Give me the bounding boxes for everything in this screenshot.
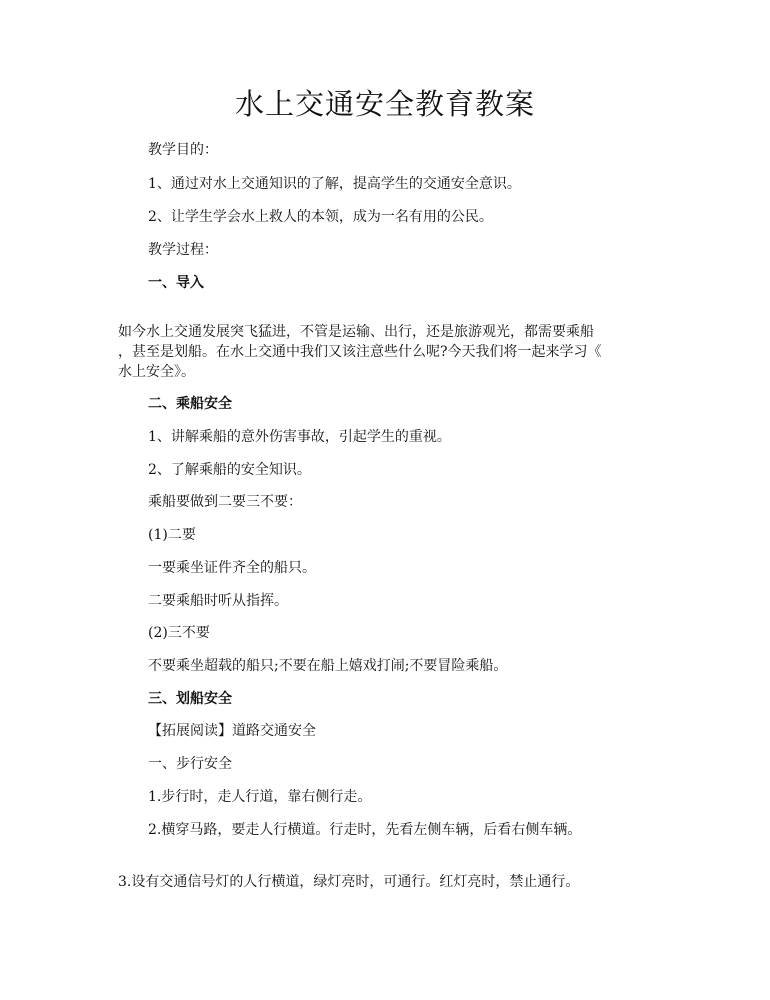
paragraph-line: ，甚至是划船。在水上交通中我们又该注意些什么呢?今天我们将一起来学习《 [118,344,602,360]
three-donts-heading: (2)三不要 [148,625,210,641]
extended-reading-heading: 【拓展阅读】道路交通安全 [148,723,316,739]
document-title: 水上交通安全教育教案 [234,87,535,121]
boat-item-2: 2、了解乘船的安全知识。 [148,462,311,478]
goal-item-1: 1、通过对水上交通知识的了解，提高学生的交通安全意识。 [148,176,521,192]
walking-safety-heading: 一、步行安全 [148,756,232,772]
two-dos-heading: (1)二要 [148,527,196,543]
do-item-2: 二要乘船时听从指挥。 [148,593,288,609]
heading-rowing-safety: 三、划船安全 [148,691,232,707]
boat-rules-intro: 乘船要做到二要三不要： [148,494,302,510]
heading-introduction: 一、导入 [148,275,204,291]
donts-list: 不要乘坐超载的船只;不要在船上嬉戏打闹;不要冒险乘船。 [148,658,508,674]
heading-boat-safety: 二、乘船安全 [148,396,232,412]
walking-item-1: 1.步行时，走人行道，靠右侧行走。 [148,789,372,805]
paragraph-line: 水上安全》。 [118,364,195,380]
paragraph-line: 如今水上交通发展突飞猛进，不管是运输、出行，还是旅游观光，都需要乘船 [118,324,594,340]
goal-item-2: 2、让学生学会水上救人的本领，成为一名有用的公民。 [148,209,493,225]
walking-item-3: 3.设有交通信号灯的人行横道，绿灯亮时，可通行。红灯亮时，禁止通行。 [118,874,580,890]
section-label-teaching-process: 教学过程： [148,242,218,258]
do-item-1: 一要乘坐证件齐全的船只。 [148,560,316,576]
introduction-paragraph [118,322,648,382]
section-label-teaching-goals: 教学目的： [148,142,218,158]
walking-item-2: 2.横穿马路，要走人行横道。行走时，先看左侧车辆，后看右侧车辆。 [148,822,582,838]
boat-item-1: 1、讲解乘船的意外伤害事故，引起学生的重视。 [148,429,451,445]
